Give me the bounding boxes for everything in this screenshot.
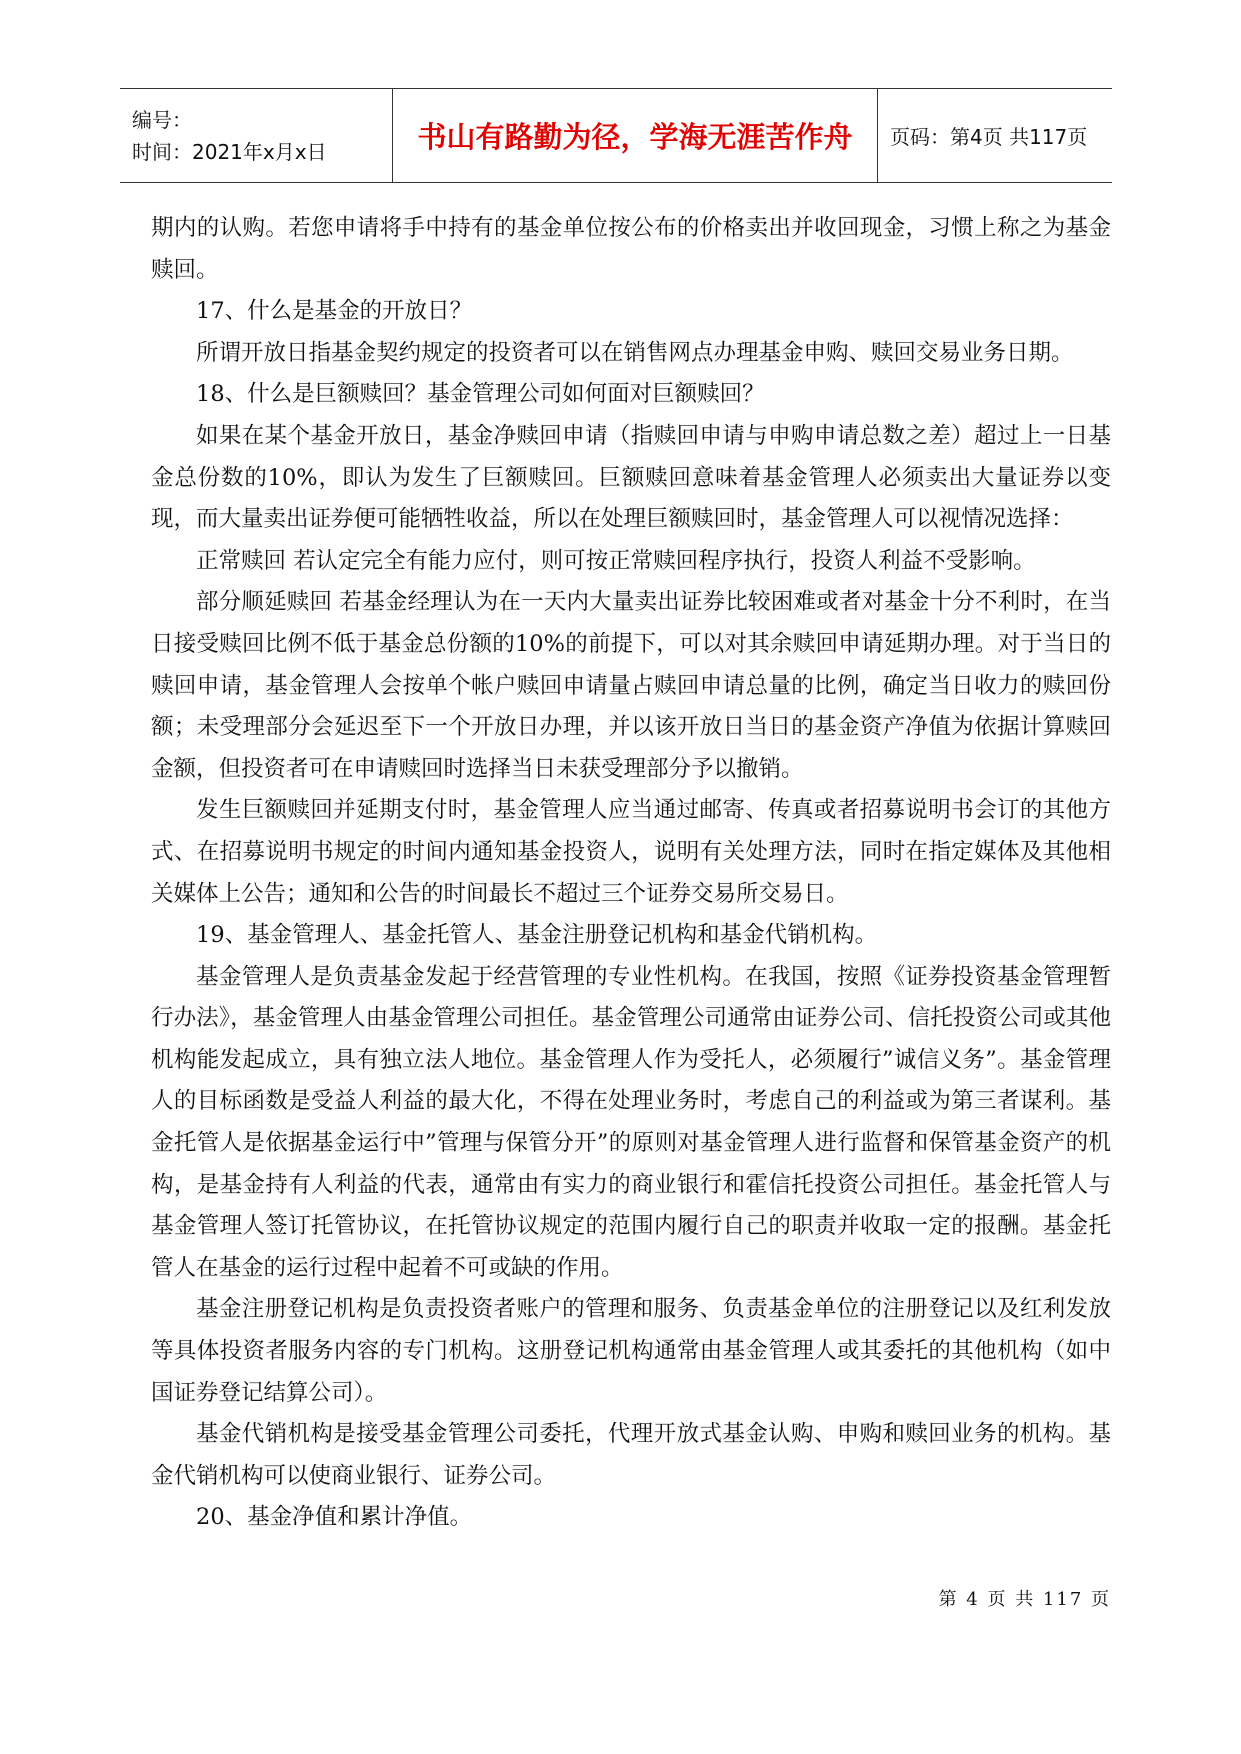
paragraph: 基金注册登记机构是负责投资者账户的管理和服务、负责基金单位的注册登记以及红利发放等具体投资者服务内容的专门机构。这册登记机构通常由基金管理人或其委托的其他机构（如中国证券登记结算公司）。 xyxy=(151,1296,1111,1406)
paragraph: 部分顺延赎回 若基金经理认为在一天内大量卖出证券比较困难或者对基金十分不利时，在当日接受赎回比例不低于基金总份额的10%的前提下，可以对其余赎回申请延期办理。对于当日的赎回申请，基金管理人会按单个帐户赎回申请量占赎回申请总量的比例，确定当日收力的赎回份额；未受理部分会延迟至下一个开放日办理，并以该开放日当日的基金资产净值为依据计算赎回金额，但投资者可在申请赎回时选择当日未获受理部分予以撤销。 xyxy=(151,589,1111,782)
header-page-info xyxy=(878,89,1112,182)
paragraph: 20、基金净值和累计净值。 xyxy=(196,1504,473,1531)
paragraph: 18、什么是巨额赎回？基金管理公司如何面对巨额赎回？ xyxy=(196,381,765,408)
paragraph: 基金管理人是负责基金发起于经营管理的专业性机构。在我国，按照《证券投资基金管理暂行办法》，基金管理人由基金管理公司担任。基金管理公司通常由证券公司、信托投资公司或其他机构能发起成立，具有独立法人地位。基金管理人作为受托人，必须履行”诚信义务”。基金管理人的目标函数是受益人利益的最大化，不得在处理业务时，考虑自己的利益或为第三者谋利。基金托管人是依据基金运行中”管理与保管分开”的原则对基金管理人进行监督和保管基金资产的机构，是基金持有人利益的代表，通常由有实力的商业银行和霍信托投资公司担任。基金托管人与基金管理人签订托管协议，在托管协议规定的范围内履行自己的职责并收取一定的报酬。基金托管人在基金的运行过程中起着不可或缺的作用。 xyxy=(151,963,1111,1281)
header-motto xyxy=(392,89,878,182)
paragraph: 17、什么是基金的开放日？ xyxy=(196,298,473,325)
document-number-label: 编号： xyxy=(132,107,192,132)
document-body xyxy=(151,208,1111,1539)
footer-page-number: 第 4 页 共 117 页 xyxy=(938,1589,1111,1610)
page-footer xyxy=(939,1585,1111,1611)
paragraph: 发生巨额赎回并延期支付时，基金管理人应当通过邮寄、传真或者招募说明书会订的其他方式、在招募说明书规定的时间内通知基金投资人，说明有关处理方法，同时在指定媒体及其他相关媒体上公告；通知和公告的时间最长不超过三个证券交易所交易日。 xyxy=(151,797,1111,907)
paragraph: 19、基金管理人、基金托管人、基金注册登记机构和基金代销机构。 xyxy=(196,922,878,949)
paragraph: 如果在某个基金开放日，基金净赎回申请（指赎回申请与申购申请总数之差）超过上一日基金总份数的10%，即认为发生了巨额赎回。巨额赎回意味着基金管理人必须卖出大量证券以变现，而大量卖出证券便可能牺牲收益，所以在处理巨额赎回时，基金管理人可以视情况选择： xyxy=(151,422,1111,533)
paragraph: 期内的认购。若您申请将手中持有的基金单位按公布的价格卖出并收回现金，习惯上称之为基金赎回。 xyxy=(151,215,1111,283)
paragraph: 正常赎回 若认定完全有能力应付，则可按正常赎回程序执行，投资人利益不受影响。 xyxy=(196,547,1036,574)
page-header xyxy=(120,88,1112,183)
paragraph: 基金代销机构是接受基金管理公司委托，代理开放式基金认购、申购和赎回业务的机构。基金代销机构可以使商业银行、证券公司。 xyxy=(151,1421,1111,1489)
motto-text: 书山有路勤为径，学海无涯苦作舟 xyxy=(417,120,853,154)
document-time-label: 时间：2021年x月x日 xyxy=(132,139,327,164)
paragraph: 所谓开放日指基金契约规定的投资者可以在销售网点办理基金申购、赎回交易业务日期。 xyxy=(196,339,1074,366)
header-meta xyxy=(120,89,392,182)
header-page-label: 页码：第4页 共117页 xyxy=(890,125,1088,149)
